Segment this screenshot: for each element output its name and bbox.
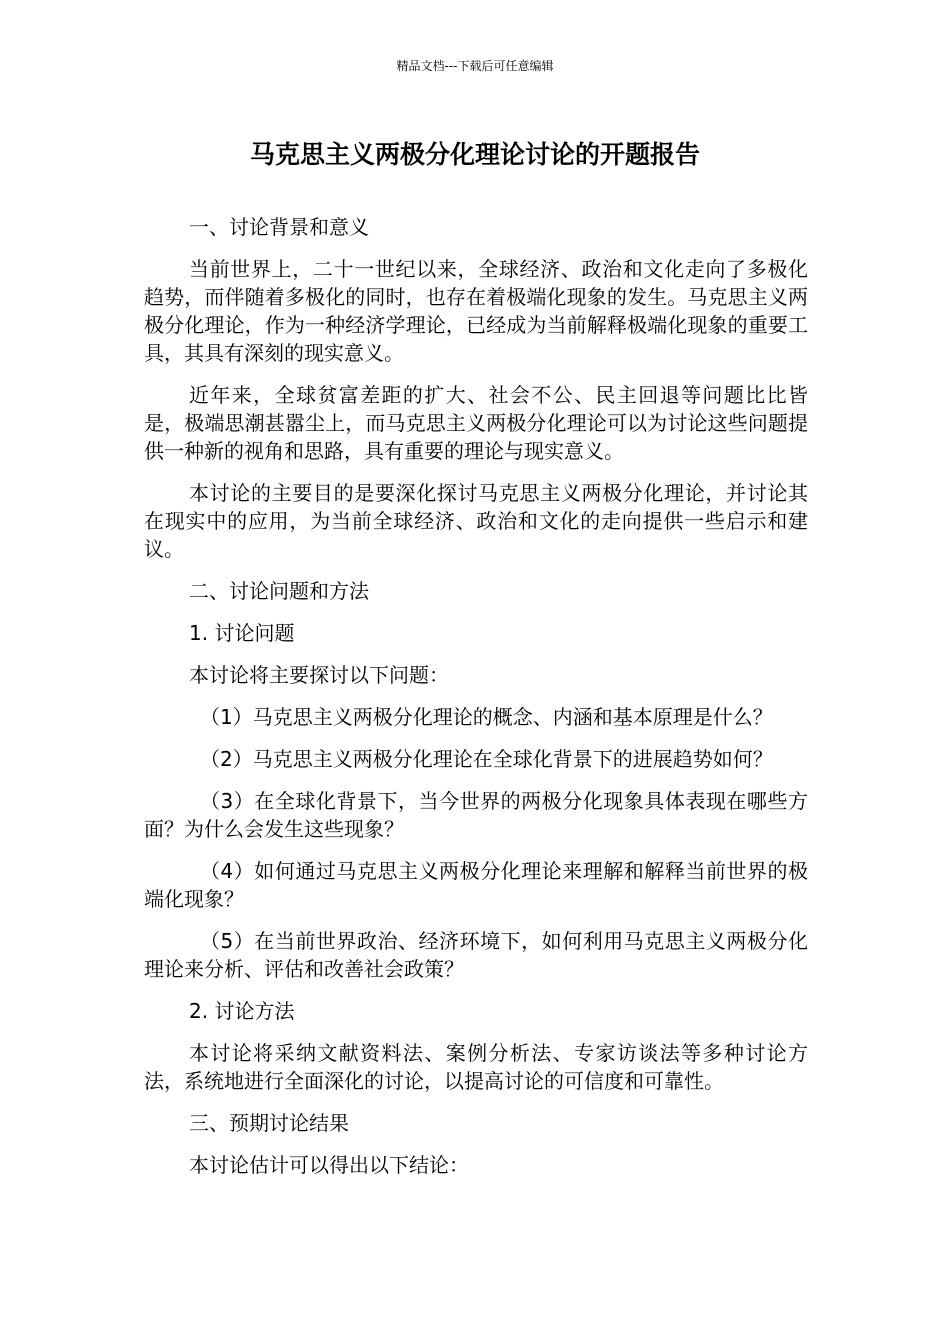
question-item: （1）马克思主义两极分化理论的概念、内涵和基本原理是什么？ [200, 705, 773, 729]
section-heading-expected-results: 三、预期讨论结果 [189, 1111, 349, 1135]
question-item: （2）马克思主义两极分化理论在全球化背景下的进展趋势如何？ [200, 747, 773, 771]
header-note: 精品文档---下载后可任意编辑 [396, 59, 554, 73]
section-heading-background: 一、讨论背景和意义 [189, 215, 369, 239]
body-paragraph: 本讨论估计可以得出以下结论： [189, 1153, 469, 1177]
document-body [144, 213, 808, 1193]
body-paragraph: 当前世界上，二十一世纪以来，全球经济、政治和文化走向了多极化趋势，而伴随着多极化的同时，也存在着极端化现象的发生。马克思主义两极分化理论，作为一种经济学理论，已经成为当前解释极端化现象的重要工具，其具有深刻的现实意义。 [144, 257, 808, 365]
subheading-methods: 2. 讨论方法 [189, 999, 295, 1023]
section-heading-questions-methods: 二、讨论问题和方法 [189, 579, 369, 603]
body-paragraph: 本讨论将主要探讨以下问题： [189, 663, 449, 687]
subheading-questions: 1. 讨论问题 [189, 621, 295, 645]
question-item: （5）在当前世界政治、经济环境下，如何利用马克思主义两极分化理论来分析、评估和改善社会政策？ [144, 929, 808, 981]
question-item: （4）如何通过马克思主义两极分化理论来理解和解释当前世界的极端化现象？ [144, 859, 808, 911]
document-title: 马克思主义两极分化理论讨论的开题报告 [249, 140, 700, 169]
body-paragraph: 本讨论的主要目的是要深化探讨马克思主义两极分化理论，并讨论其在现实中的应用，为当前全球经济、政治和文化的走向提供一些启示和建议。 [144, 481, 808, 561]
question-item: （3）在全球化背景下，当今世界的两极分化现象具体表现在哪些方面？为什么会发生这些现象？ [144, 789, 808, 841]
body-paragraph: 本讨论将采纳文献资料法、案例分析法、专家访谈法等多种讨论方法，系统地进行全面深化的讨论，以提高讨论的可信度和可靠性。 [144, 1041, 808, 1093]
body-paragraph: 近年来，全球贫富差距的扩大、社会不公、民主回退等问题比比皆是，极端思潮甚嚣尘上，而马克思主义两极分化理论可以为讨论这些问题提供一种新的视角和思路，具有重要的理论与现实意义。 [144, 383, 808, 463]
